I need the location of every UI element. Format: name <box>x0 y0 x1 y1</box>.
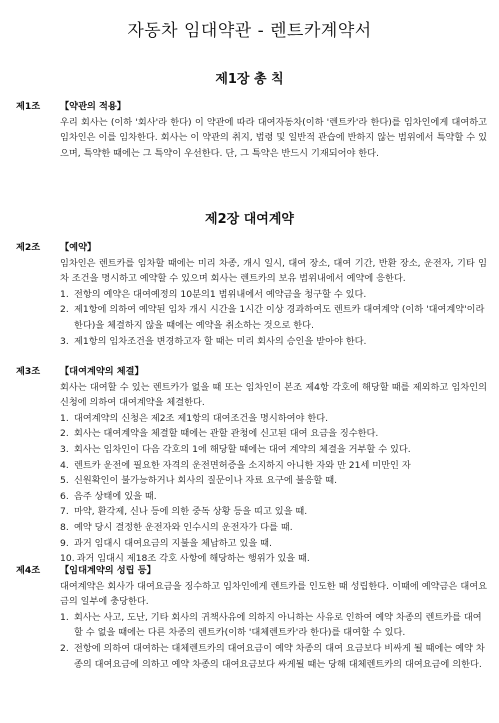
list-item: 2. 제1항에 의하여 예약된 임차 개시 시간을 1시간 이상 경과하여도 렌트카 대여계약 (이하 '대여계약'이라 한다)을 체결하지 않을 때에는 예약을 취소하는 것으로 한다. <box>60 304 485 331</box>
article-title: 【약관의 적용】 <box>60 101 126 112</box>
list-item: 1. 회사는 사고, 도난, 기타 회사의 귀책사유에 의하지 아니하는 사유로 인하여 예약 차종의 렌트카를 대여할 수 없을 때에는 다른 차종의 렌트카(이하 '대체렌트카'라 한다)를 대여할 수 있다. <box>60 611 482 639</box>
article-3 <box>16 364 487 567</box>
article-number: 제2조 <box>16 242 41 253</box>
chapter-2-heading: 제2장 대여계약 <box>205 212 294 227</box>
article-items <box>60 411 487 567</box>
article-number: 제3조 <box>16 366 41 377</box>
list-item: 7. 마약, 환각제, 신나 등에 의한 중독 상황 등을 띠고 있을 때. <box>60 506 308 518</box>
list-item: 8. 예약 당시 결정한 운전자와 인수시의 운전자가 다를 때. <box>60 521 293 533</box>
article-2 <box>16 240 487 349</box>
article-title: 【예약】 <box>60 242 97 253</box>
article-title: 【대여계약의 체결】 <box>60 366 144 377</box>
list-item: 6. 음주 상태에 있을 때. <box>60 490 157 502</box>
article-number: 제4조 <box>16 565 41 576</box>
list-item: 1. 대여계약의 신청은 제2조 제1항의 대여조건을 명시하여야 한다. <box>60 412 329 424</box>
document-title: 자동차 임대약관 - 렌트카계약서 <box>127 21 372 41</box>
list-item: 5. 신원확인이 불가능하거나 회사의 질문이나 자료 요구에 불응할 때. <box>60 475 337 487</box>
article-body: 임차인은 렌트카를 임차할 때에는 미리 차종, 개시 일시, 대여 장소, 대여 기간, 반환 장소, 운전자, 기타 임차 조건을 명시하고 예약할 수 있으며 회사는 렌트카의 보유 범위내에서 예약에 응한다. <box>60 257 487 285</box>
list-item: 2. 회사는 대여계약을 체결할 때에는 관할 관청에 신고된 대여 요금을 징수한다. <box>60 428 379 440</box>
list-item: 10. 과거 임대시 제18조 각호 사항에 해당하는 행위가 있을 때. <box>60 553 310 565</box>
article-items <box>60 287 487 349</box>
list-item: 3. 회사는 임차인이 다음 각호의 1에 해당할 때에는 대여 계약의 체결을 거부할 수 있다. <box>60 443 411 455</box>
article-body: 대여계약은 회사가 대여요금을 징수하고 임차인에게 렌트카를 인도한 때 성립한다. 이때에 예약금은 대여요금의 일부에 충당한다. <box>60 580 487 608</box>
article-items <box>60 610 487 672</box>
article-title: 【임대계약의 성립 등】 <box>60 565 156 576</box>
article-body: 우리 회사는 (이하 '회사'라 한다) 이 약관에 따라 대여자동차(이하 '렌트카'라 한다)를 임차인에게 대여하고 임차인은 이를 임차한다. 회사는 이 약관의 취지, 법령 및 일반적 관습에 반하지 않는 범위에서 특약할 수 있으며, 특약한 때에는 그 특약이 우선한다. 단, 그 특약은 반드시 기재되어야 한다. <box>60 116 487 159</box>
list-item: 1. 전항의 예약은 대여예정의 10분의1 범위내에서 예약금을 청구할 수 있다. <box>60 288 367 300</box>
chapter-1-heading: 제1장 총 칙 <box>215 72 284 87</box>
article-1 <box>16 99 487 161</box>
list-item: 2. 전항에 의하여 대여하는 대체렌트카의 대여요금이 예약 차종의 대여 요금보다 비싸게 될 때에는 예약 차종의 대여요금에 의하고 예약 차종의 대여요금보다 싸게될 때는 당해 대체렌트카의 대여요금에 의한다. <box>60 642 485 670</box>
article-body: 회사는 대여할 수 있는 렌트카가 없을 때 또는 임차인이 본조 제4항 각호에 해당할 때를 제외하고 임차인의 신청에 의하여 대여계약을 체결한다. <box>60 381 487 409</box>
list-item: 3. 제1항의 임차조건을 변경하고자 할 때는 미리 회사의 승인을 받아야 한다. <box>60 335 367 347</box>
list-item: 4. 렌트카 운전에 필요한 자격의 운전면허증을 소지하지 아니한 자와 만 21세 미만인 자 <box>60 459 411 471</box>
article-4 <box>16 563 487 672</box>
list-item: 9. 과거 임대시 대여요금의 지불을 체납하고 있을 때. <box>60 537 272 549</box>
article-number: 제1조 <box>16 101 41 112</box>
